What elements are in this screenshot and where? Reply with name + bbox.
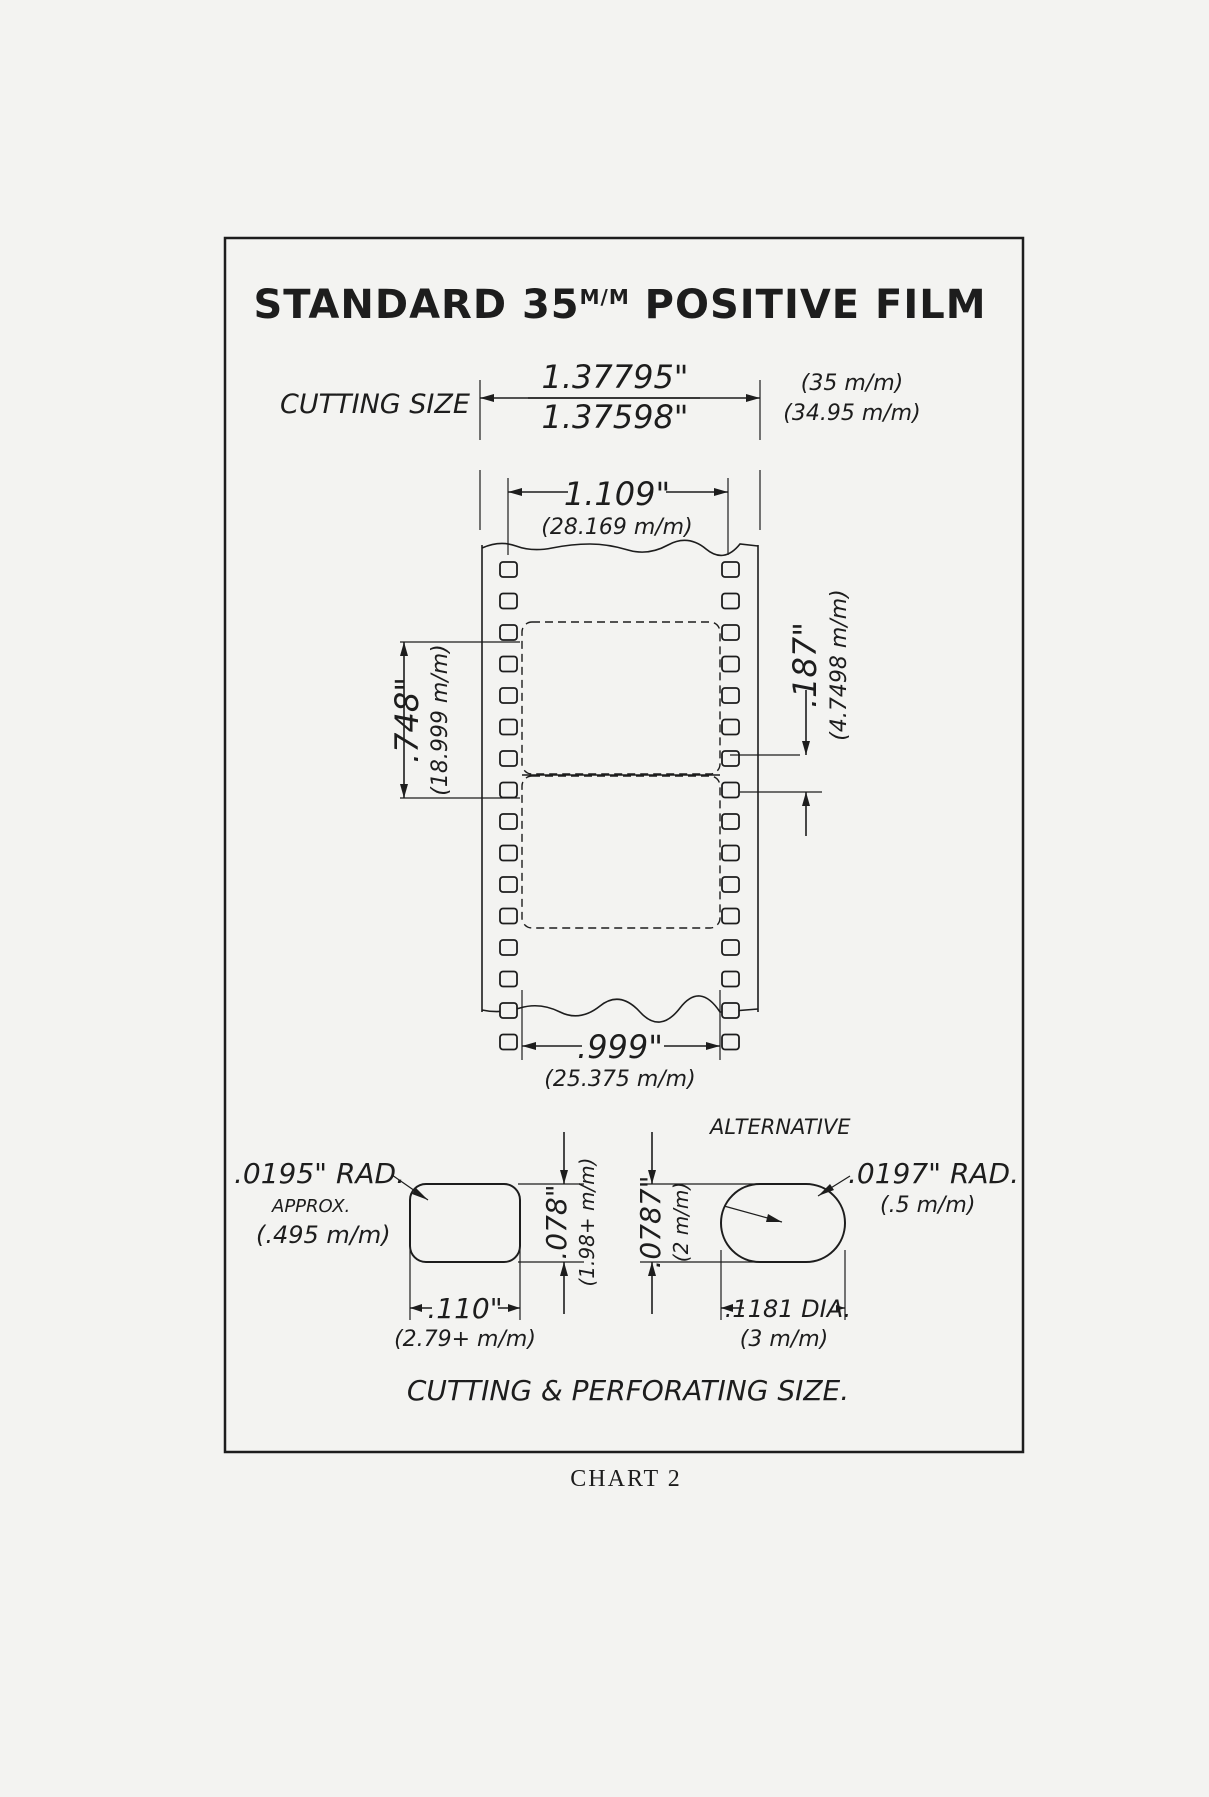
- frame-line-metric: (4.7498 m/m): [827, 589, 852, 741]
- frame-pitch-value: .748": [388, 677, 426, 763]
- left-width-metric: (2.79+ m/m): [394, 1327, 536, 1352]
- alternative-label: ALTERNATIVE: [710, 1115, 851, 1139]
- right-radius-metric: (.5 m/m): [880, 1193, 976, 1218]
- perforating-size-subtitle: CUTTING & PERFORATING SIZE.: [406, 1374, 850, 1407]
- left-height-metric: (1.98+ m/m): [575, 1157, 599, 1287]
- perforation-hole-right: [722, 846, 739, 861]
- perforation-hole-left: [500, 1003, 517, 1018]
- left-approx-label: APPROX.: [272, 1196, 351, 1217]
- perforation-hole-left: [500, 688, 517, 703]
- perforation-hole-left: [500, 783, 517, 798]
- perforation-span-metric: (28.169 m/m): [541, 515, 693, 540]
- cutting-size-label: CUTTING SIZE: [280, 389, 470, 420]
- perforation-hole-left: [500, 877, 517, 892]
- perforations-right: [722, 562, 739, 1050]
- perforation-hole-left: [500, 594, 517, 609]
- perforation-hole-right: [722, 940, 739, 955]
- perforation-hole-left: [500, 940, 517, 955]
- perforation-hole-left: [500, 751, 517, 766]
- perforation-detail-alternative: [634, 1132, 1019, 1352]
- perforation-hole-right: [722, 562, 739, 577]
- perforation-hole-right: [722, 783, 739, 798]
- perforations-left: [500, 562, 517, 1050]
- perforation-hole-right: [722, 657, 739, 672]
- perforation-hole-left: [500, 720, 517, 735]
- perforation-hole-left: [500, 814, 517, 829]
- perforation-hole-right: [722, 625, 739, 640]
- perforation-hole-right: [722, 594, 739, 609]
- perforation-hole-right: [722, 688, 739, 703]
- perforation-span-value: 1.109": [563, 475, 671, 513]
- film-strip: [482, 540, 758, 1049]
- image-frame-upper: [522, 622, 720, 774]
- image-width-value: .999": [577, 1028, 663, 1066]
- cutting-size-lower: 1.37598": [541, 398, 689, 436]
- perforation-hole-left: [500, 909, 517, 924]
- frame-line-value: .187": [786, 622, 824, 708]
- right-height-metric: (2 m/m): [669, 1181, 693, 1263]
- frame-line-dimension: [730, 589, 852, 836]
- perforation-alternative-shape: [721, 1184, 845, 1262]
- perforation-hole-right: [722, 751, 739, 766]
- right-dia-metric: (3 m/m): [739, 1327, 829, 1352]
- chart-title: STANDARD $35^{M/M}$ POSITIVE FILM: [253, 282, 987, 328]
- perforation-standard-shape: [410, 1184, 520, 1262]
- perforation-hole-right: [722, 909, 739, 924]
- right-radius-label: .0197" RAD.: [848, 1157, 1020, 1190]
- chart-caption: CHART 2: [570, 1466, 682, 1492]
- frame-pitch-metric: (18.999 m/m): [428, 644, 453, 796]
- perforation-hole-right: [722, 1035, 739, 1050]
- perforation-hole-left: [500, 972, 517, 987]
- perforation-hole-left: [500, 562, 517, 577]
- title-superscript: M/M: [579, 285, 630, 309]
- perforation-hole-right: [722, 720, 739, 735]
- perforation-detail-standard: [234, 1132, 599, 1352]
- image-width-dimension: [522, 990, 720, 1092]
- perforation-hole-left: [500, 846, 517, 861]
- image-width-metric: (25.375 m/m): [544, 1067, 696, 1092]
- right-dia-value: .1181 DIA.: [724, 1295, 852, 1323]
- cutting-size-metric-upper: (35 m/m): [800, 371, 904, 396]
- left-radius-metric: (.495 m/m): [256, 1221, 391, 1249]
- perforation-hole-right: [722, 814, 739, 829]
- perforation-hole-left: [500, 625, 517, 640]
- image-frame-lower: [522, 776, 720, 928]
- perforation-hole-right: [722, 877, 739, 892]
- left-width-value: .110": [427, 1292, 503, 1325]
- perforation-hole-right: [722, 1003, 739, 1018]
- perforation-hole-right: [722, 972, 739, 987]
- cutting-size-upper: 1.37795": [541, 358, 689, 396]
- right-height-value: .0787": [634, 1175, 667, 1269]
- perforation-hole-left: [500, 657, 517, 672]
- cutting-size-metric-lower: (34.95 m/m): [783, 401, 921, 426]
- left-radius-label: .0195" RAD.: [234, 1157, 406, 1190]
- left-height-value: .078": [540, 1184, 573, 1260]
- perforation-hole-left: [500, 1035, 517, 1050]
